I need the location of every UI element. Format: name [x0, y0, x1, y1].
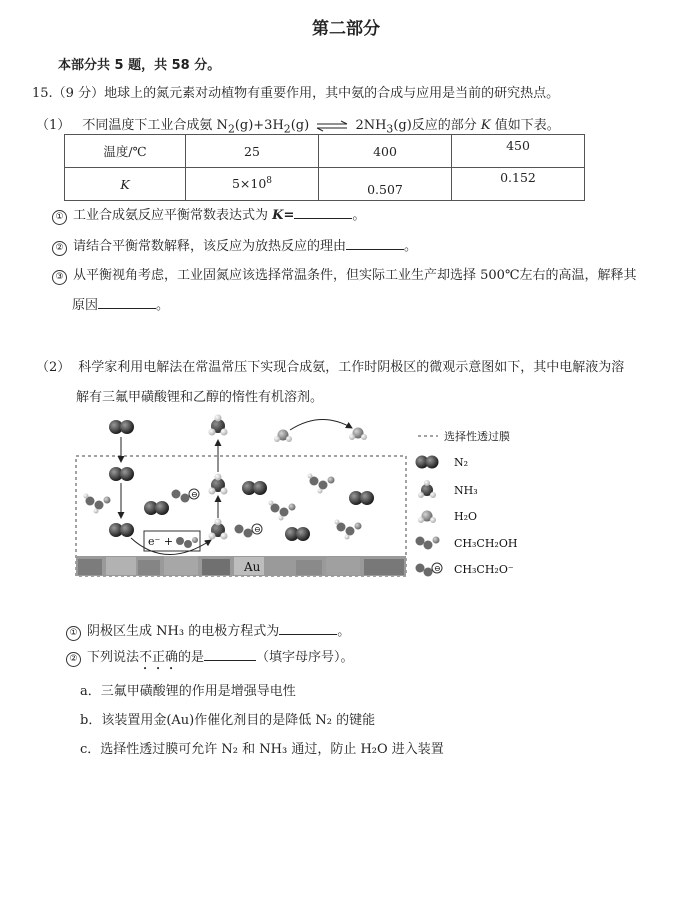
table-cell [186, 168, 319, 201]
legend-ethoxide-label: CH₃CH₂O⁻ [454, 563, 514, 576]
question-text: 的是 [178, 650, 205, 665]
ethanol-molecule [269, 501, 296, 521]
punctuation: 。 [337, 624, 351, 639]
subscript: 2 [227, 122, 235, 136]
question-2-1 [66, 620, 350, 641]
part-1-text-a: 不同温度下工业合成氨 N [82, 118, 228, 133]
n2-molecule [242, 481, 267, 495]
n2-molecule [109, 467, 134, 481]
question-1-3-cont [72, 294, 169, 313]
h2o-molecule [274, 430, 292, 443]
question-text: （填字母序号）。 [256, 650, 354, 665]
arrow [290, 419, 352, 430]
answer-blank[interactable] [204, 647, 256, 661]
part-1-text-d: 2NH [355, 118, 387, 133]
question-1-1 [52, 204, 365, 225]
answer-blank[interactable] [98, 295, 156, 309]
question-text: 下列说法 [87, 650, 140, 665]
question-15-stem: 15.（9 分）地球上的氮元素对动植物有重要作用，其中氨的合成与应用是当前的研究热点。 [32, 86, 560, 101]
legend-h2o-label: H₂O [454, 510, 478, 523]
legend-membrane-label: 选择性透过膜 [444, 430, 510, 443]
k-expression: K= [272, 208, 295, 223]
nh3-molecule [209, 415, 228, 436]
table-row-label [65, 168, 186, 201]
equilibrium-arrow-icon [315, 120, 349, 132]
part-1-intro [36, 114, 560, 136]
electron-input-box [144, 531, 200, 551]
question-1-2 [52, 235, 417, 256]
subscript: 2 [283, 122, 291, 136]
option-a: a．三氟甲磺酸锂的作用是增强导电性 [80, 684, 296, 699]
legend-nh3-label: NH₃ [454, 484, 478, 497]
ethanol-molecule [335, 520, 362, 540]
au-label: Au [244, 560, 261, 574]
item-number: ② [66, 652, 81, 667]
n2-molecule [144, 501, 169, 515]
legend-n2-label: N₂ [454, 456, 469, 469]
gold-electrode [76, 556, 406, 576]
k-value-exponent: 8 [266, 176, 273, 187]
part-1-text-c: (g) [290, 118, 310, 133]
ethanol-molecule [84, 494, 111, 514]
part-2-intro-cont: 解有三氟甲磺酸锂和乙醇的惰性有机溶剂。 [76, 390, 324, 405]
k-value-base: 5×10 [231, 176, 267, 192]
cathode-schematic-figure [66, 410, 536, 588]
table-row [65, 168, 585, 201]
nh3-molecule [209, 474, 228, 495]
table-cell: 25 [186, 135, 319, 168]
n2-molecule [109, 420, 134, 434]
h2o-molecule [349, 428, 367, 441]
section-info: 本部分共 5 题，共 58 分。 [58, 58, 221, 73]
question-1-3 [52, 264, 637, 285]
page-title: 第二部分 [312, 19, 380, 39]
part-2-intro [36, 356, 624, 375]
item-number: ③ [52, 270, 67, 285]
part-2-label: （2） [36, 360, 71, 375]
question-text: 工业合成氨反应平衡常数表达式为 [73, 208, 273, 223]
table-cell: 0.152 [452, 168, 585, 201]
nh3-molecule [209, 519, 228, 540]
table-cell: 0.507 [319, 168, 452, 201]
n2-molecule [285, 527, 310, 541]
emphasized-text: 不正确 [139, 650, 179, 665]
answer-blank[interactable] [294, 205, 352, 219]
table-cell: 450 [452, 135, 585, 168]
k-symbol: K [480, 118, 491, 133]
table-cell: 400 [319, 135, 452, 168]
item-number: ① [66, 626, 81, 641]
answer-blank[interactable] [279, 621, 337, 635]
item-number: ① [52, 210, 67, 225]
table-header-temp: 温度/℃ [65, 135, 186, 168]
n2-molecule [349, 491, 374, 505]
punctuation: 。 [404, 239, 418, 254]
equilibrium-constant-table [64, 134, 585, 201]
option-b: b．该装置用金(Au)作催化剂目的是降低 N₂ 的键能 [80, 713, 376, 728]
part-1-label: （1） [36, 118, 71, 133]
svg-text:⊖: ⊖ [191, 490, 198, 499]
ethanol-molecule [308, 474, 335, 494]
part-1-text-f: 值如下表。 [490, 118, 560, 133]
subscript: 3 [386, 122, 394, 136]
ethoxide-ion [235, 524, 263, 538]
question-text: 科学家利用电解法在常温常压下实现合成氨，工作时阴极区的微观示意图如下，其中电解液为溶 [78, 360, 625, 375]
k-symbol: K [120, 176, 130, 192]
part-1-text-e: (g)反应的部分 [393, 118, 481, 133]
figure-legend [416, 429, 518, 577]
part-1-text-b: (g)+3H [234, 118, 284, 133]
question-2-2 [66, 646, 354, 673]
option-c: c．选择性透过膜可允许 N₂ 和 NH₃ 通过，防止 H₂O 进入装置 [80, 742, 444, 757]
question-text: 请结合平衡常数解释，该反应为放热反应的理由 [73, 239, 347, 254]
question-text: 原因 [72, 298, 99, 313]
electron-label: e⁻ + [148, 535, 174, 548]
question-text: 从平衡视角考虑，工业固氮应该选择常温条件，但实际工业生产却选择 500℃左右的高温，解释其 [73, 268, 637, 283]
item-number: ② [52, 241, 67, 256]
answer-blank[interactable] [346, 236, 404, 250]
legend-ethanol-label: CH₃CH₂OH [454, 537, 518, 550]
n2-molecule [109, 523, 134, 537]
punctuation: 。 [352, 208, 366, 223]
svg-text:⊖: ⊖ [254, 525, 261, 534]
punctuation: 。 [156, 298, 170, 313]
svg-text:⊖: ⊖ [434, 564, 441, 573]
question-text: 阴极区生成 NH₃ 的电极方程式为 [87, 624, 280, 639]
table-row [65, 135, 585, 168]
ethoxide-ion [172, 489, 200, 503]
